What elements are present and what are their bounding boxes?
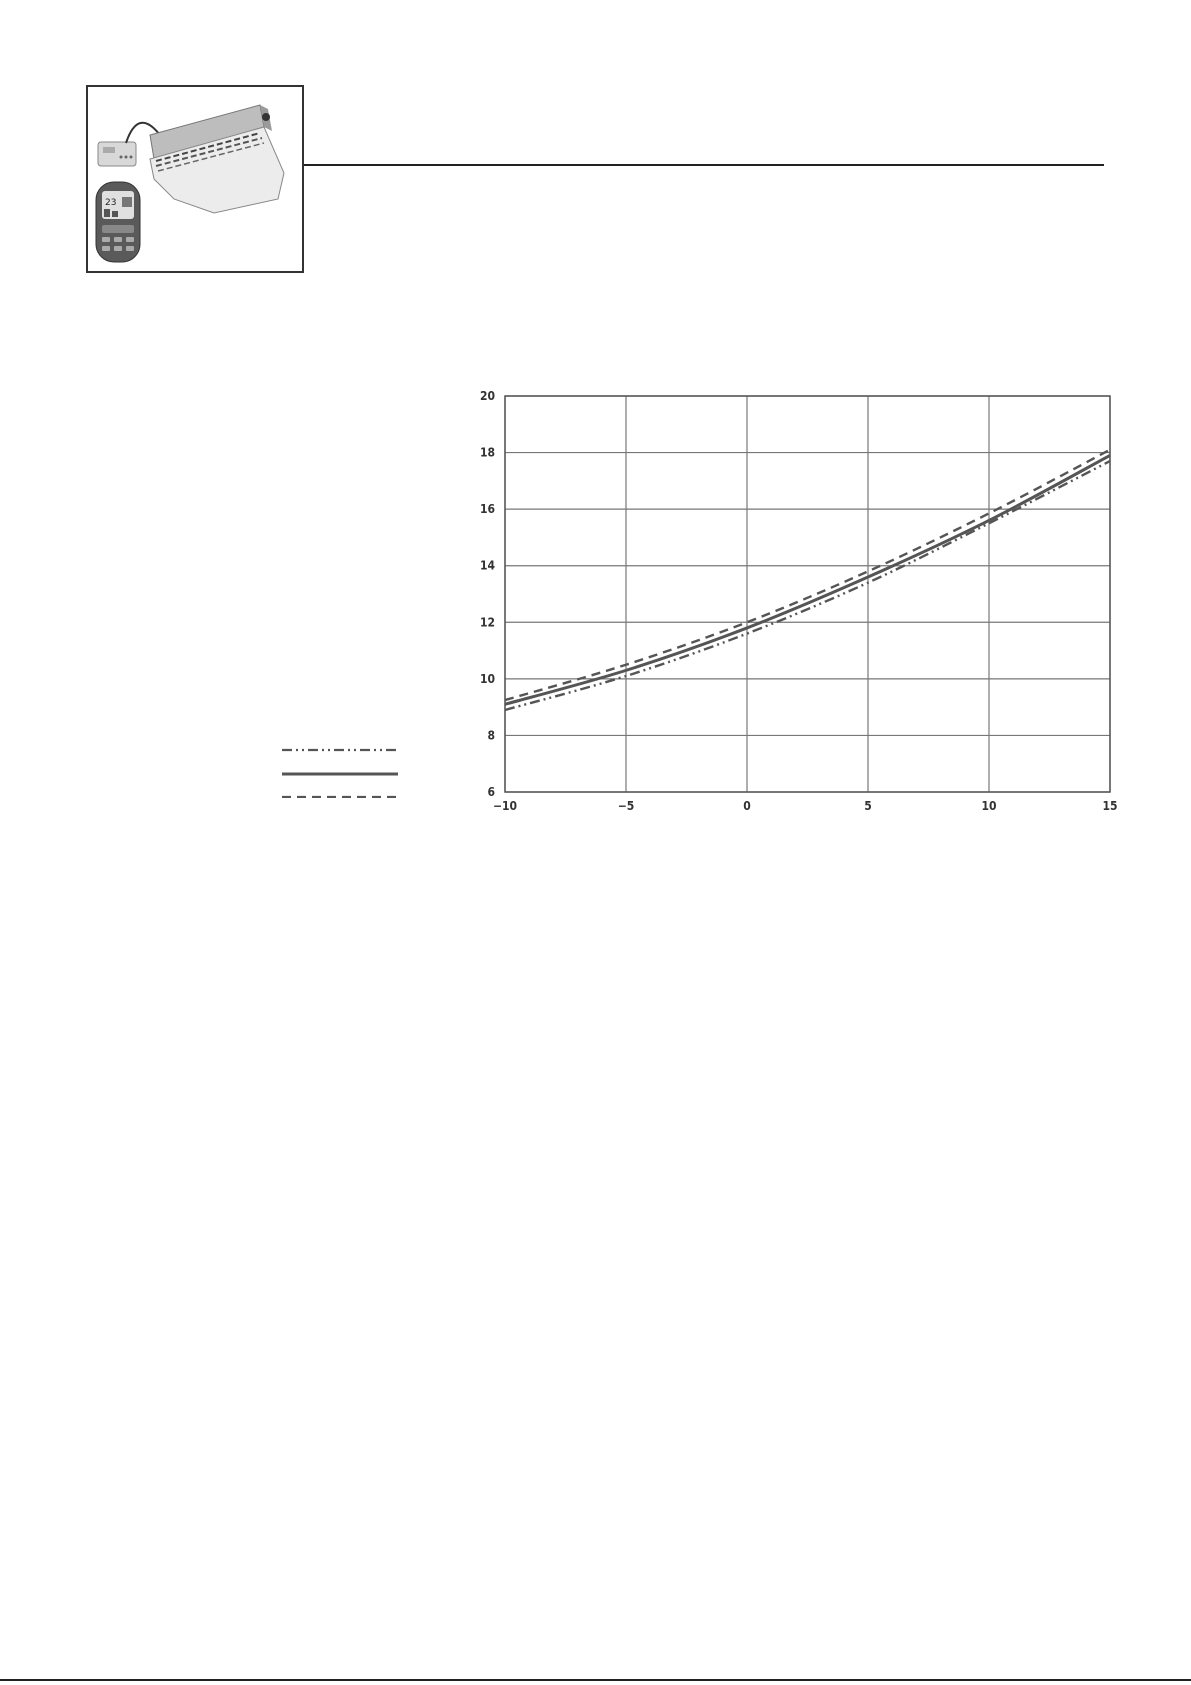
- series-line-dashed: [505, 450, 1110, 700]
- x-tick-label: −10: [492, 799, 518, 813]
- header-rule: [304, 164, 1104, 166]
- y-tick-label: 18: [479, 445, 495, 460]
- y-tick-label: 10: [479, 671, 495, 686]
- x-tick-label: 10: [981, 799, 997, 813]
- y-tick-label: 12: [479, 615, 495, 630]
- series-line-dash-dot-dot: [505, 461, 1110, 710]
- x-tick-label: 15: [1102, 799, 1118, 813]
- legend-samples: [280, 738, 400, 798]
- air-conditioner-image: [88, 87, 302, 271]
- legend: [280, 738, 400, 798]
- product-image-frame: [86, 85, 304, 273]
- remote-display-temp: 23: [105, 198, 117, 208]
- y-tick-label: 8: [487, 728, 495, 743]
- line-chart: [470, 388, 1130, 828]
- x-tick-label: 0: [743, 799, 751, 813]
- chart: [470, 388, 1130, 828]
- y-tick-label: 20: [479, 389, 495, 403]
- y-tick-label: 6: [487, 785, 495, 799]
- x-tick-label: 5: [864, 799, 872, 813]
- x-tick-label: −5: [617, 799, 635, 813]
- wired-controller-icon: [98, 142, 136, 166]
- plot-frame: [505, 396, 1110, 792]
- footer-rule: [0, 1679, 1191, 1681]
- series-line-solid: [505, 455, 1110, 704]
- y-tick-label: 16: [479, 502, 495, 517]
- y-tick-label: 14: [479, 558, 495, 573]
